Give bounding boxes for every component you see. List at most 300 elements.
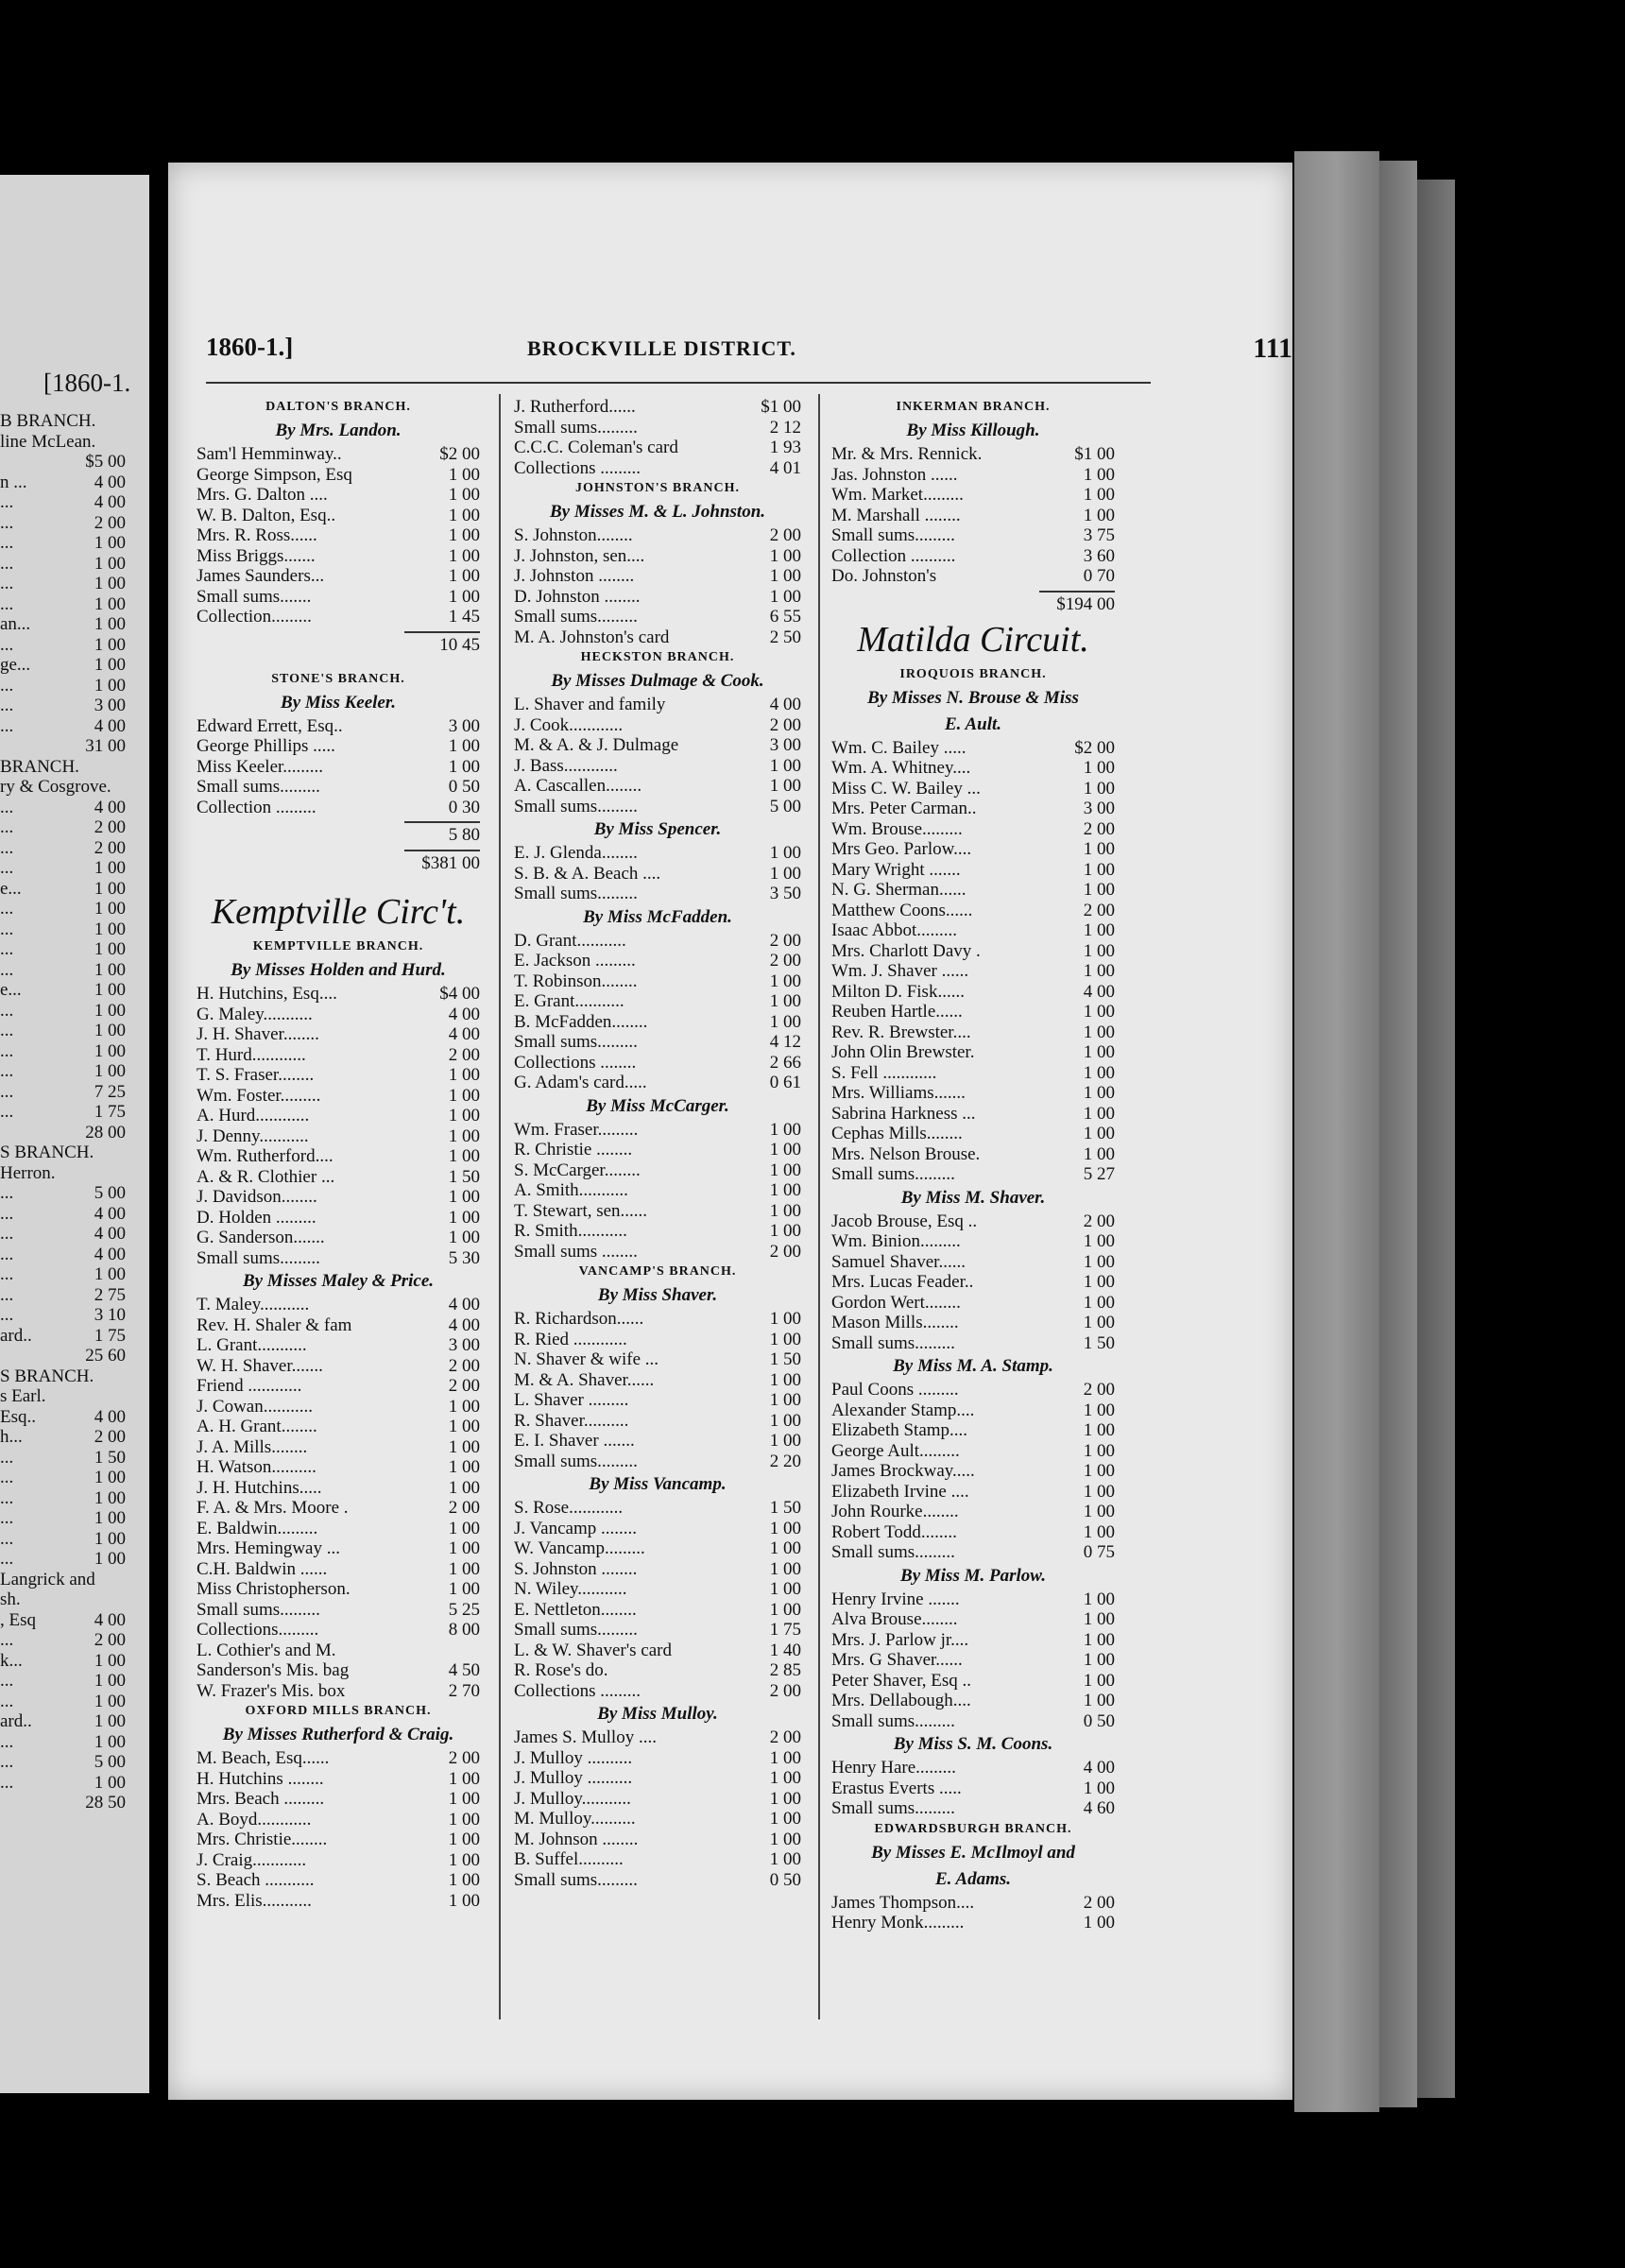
entry-row <box>831 1441 1115 1462</box>
left-page-row-amount: 1 75 <box>94 1102 126 1122</box>
entry-amount: 1 00 <box>448 1457 480 1477</box>
left-page-row-text: ... <box>0 675 14 696</box>
entry-amount: 1 50 <box>448 1166 480 1187</box>
entry-amount: 1 00 <box>448 1890 480 1911</box>
entry-name: Paul Coons ......... <box>831 1380 959 1400</box>
entry-name: Small sums......... <box>514 417 638 438</box>
entry-row <box>197 1417 480 1437</box>
entry-amount: 1 00 <box>448 464 480 485</box>
entry-name: Isaac Abbot......... <box>831 920 957 940</box>
entry-amount: 1 00 <box>769 1829 801 1849</box>
entry-row <box>514 607 801 627</box>
entry-amount: 1 00 <box>769 1200 801 1221</box>
entry-amount: 1 00 <box>1083 1420 1115 1440</box>
entry-amount: 0 70 <box>1083 566 1115 586</box>
left-page-row-amount: 1 00 <box>94 1508 126 1528</box>
entry-row <box>514 587 801 608</box>
left-page-row-amount: 3 00 <box>94 696 126 715</box>
entry-row <box>197 736 480 757</box>
entry-amount: 1 00 <box>769 1788 801 1809</box>
subtotal-rule <box>404 631 480 633</box>
left-page-row <box>0 432 149 453</box>
entry-amount: 1 00 <box>448 1809 480 1830</box>
entry-name: Wm. C. Bailey ..... <box>831 737 966 758</box>
entry-row <box>831 1671 1115 1692</box>
entry-row <box>197 1478 480 1499</box>
left-page-row-text: ... <box>0 1447 14 1468</box>
collector-line: By Miss McFadden. <box>583 906 732 927</box>
left-page-row-text: S BRANCH. <box>0 1143 94 1162</box>
entry-row <box>514 735 801 756</box>
left-page-row <box>0 1204 149 1225</box>
column-divider <box>499 394 501 2019</box>
entry-row <box>197 798 480 818</box>
left-page-row-text: Esq.. <box>0 1406 36 1427</box>
entry-amount: 0 30 <box>448 797 480 817</box>
entry-row <box>197 1538 480 1559</box>
entry-name: M. & A. Shaver...... <box>514 1369 655 1390</box>
entry-name: Henry Hare......... <box>831 1758 956 1778</box>
collector-line: By Miss Vancamp. <box>589 1474 727 1494</box>
left-page-row <box>0 1041 149 1062</box>
entry-name: Mason Mills........ <box>831 1313 959 1332</box>
entry-row <box>514 1727 801 1748</box>
entry-amount: 1 00 <box>1083 1143 1115 1164</box>
left-page-row-amount: 4 00 <box>94 715 126 736</box>
entry-amount: 1 00 <box>448 1558 480 1579</box>
entry-name: R. Rose's do. <box>514 1660 608 1680</box>
entry-name: C.H. Baldwin ...... <box>197 1558 328 1579</box>
entry-name: Jas. Johnston ...... <box>831 464 958 485</box>
entry-name: Samuel Shaver...... <box>831 1251 966 1272</box>
left-page-row <box>0 1245 149 1265</box>
entry-amount: 3 75 <box>1083 525 1115 545</box>
left-page-row-text: s Earl. <box>0 1386 46 1406</box>
entry-row <box>514 1180 801 1201</box>
entry-amount: 1 00 <box>448 1436 480 1457</box>
entry-name: Mrs Geo. Parlow.... <box>831 839 972 859</box>
entry-amount: 1 00 <box>448 1768 480 1789</box>
entry-amount: 2 00 <box>769 951 801 971</box>
entry-amount: 1 00 <box>1083 1313 1115 1332</box>
left-page-row-text: ... <box>0 939 14 959</box>
entry-name: R. Smith........... <box>514 1221 627 1241</box>
entry-amount: 1 00 <box>1083 1124 1115 1143</box>
entry-amount: 1 00 <box>769 1011 801 1032</box>
entry-row <box>831 819 1115 840</box>
entry-name: W. H. Shaver....... <box>197 1355 323 1376</box>
entry-name: Edward Errett, Esq.. <box>197 715 343 736</box>
entry-amount: 1 00 <box>769 863 801 884</box>
left-page-row-amount: 2 00 <box>94 837 126 858</box>
left-page-row-amount: 7 25 <box>94 1081 126 1102</box>
left-page-row-amount: 1 00 <box>94 593 126 614</box>
entry-amount: 1 00 <box>1083 961 1115 981</box>
entry-name: J. Mulloy .......... <box>514 1768 633 1788</box>
entry-row <box>831 1063 1115 1084</box>
entry-name: Miss C. W. Bailey ... <box>831 778 981 799</box>
entry-amount: 3 00 <box>448 1335 480 1355</box>
entry-amount: $4 00 <box>439 984 480 1004</box>
entry-name: John Olin Brewster. <box>831 1042 975 1062</box>
book-edge-2 <box>1379 161 1417 2107</box>
left-page-row <box>0 1366 149 1387</box>
left-page-row <box>0 513 149 534</box>
entry-name: Collections ......... <box>514 1680 641 1701</box>
entry-name: J. Mulloy........... <box>514 1788 631 1809</box>
entry-name: L. Cothier's and M. <box>197 1640 336 1660</box>
left-page-row <box>0 411 149 432</box>
entry-amount: 1 00 <box>1083 1231 1115 1251</box>
entry-name: Small sums......... <box>514 1451 638 1471</box>
left-page-row-text: ... <box>0 837 14 858</box>
left-page-row <box>0 736 149 757</box>
entry-name: Mrs. Charlott Davy . <box>831 940 981 961</box>
left-page-row <box>0 1326 149 1347</box>
entry-name: Small sums ........ <box>514 1241 638 1262</box>
entry-row <box>831 1104 1115 1125</box>
entry-name: Small sums......... <box>831 1332 955 1353</box>
entry-row <box>831 860 1115 881</box>
entry-amount: 1 00 <box>1083 839 1115 859</box>
left-page-row-text: ... <box>0 553 14 574</box>
entry-row <box>514 1411 801 1432</box>
entry-amount: 1 00 <box>448 756 480 777</box>
entry-row <box>197 1579 480 1600</box>
entry-row <box>197 1830 480 1850</box>
collector-line: By Miss Spencer. <box>593 819 722 839</box>
entry-name: Peter Shaver, Esq .. <box>831 1670 972 1691</box>
entry-amount: 1 00 <box>1083 940 1115 961</box>
left-page-row-text: ... <box>0 715 14 736</box>
entry-amount: 2 85 <box>769 1660 801 1680</box>
entry-row <box>831 880 1115 901</box>
entry-row <box>197 1810 480 1830</box>
left-page-row-text: Herron. <box>0 1162 56 1183</box>
running-header <box>206 333 1292 370</box>
left-page-row-text: ... <box>0 1061 14 1081</box>
left-page-row <box>0 1589 149 1610</box>
entry-amount: 1 00 <box>769 1140 801 1160</box>
entry-row <box>514 1032 801 1053</box>
circuit-heading: Kemptville Circ't. <box>211 892 466 932</box>
left-page-row-amount: 2 00 <box>94 1427 126 1447</box>
collector-line: By Misses Dulmage & Cook. <box>551 671 764 691</box>
entry-amount: 5 00 <box>769 796 801 816</box>
entry-name: Wm. Foster......... <box>197 1085 321 1106</box>
branch-heading: IROQUOIS BRANCH. <box>899 666 1047 681</box>
entry-row <box>197 716 480 737</box>
entry-row <box>514 1330 801 1350</box>
left-page-row <box>0 1793 149 1813</box>
entry-amount: 4 00 <box>448 1004 480 1024</box>
entry-row <box>197 1681 480 1702</box>
entry-amount: 3 00 <box>1083 799 1115 818</box>
entry-name: B. McFadden........ <box>514 1011 648 1032</box>
entry-name: Mrs. Nelson Brouse. <box>831 1143 981 1164</box>
subtotal-rule <box>1039 591 1115 593</box>
subtotal-rule <box>404 850 480 851</box>
left-page-row-text: ... <box>0 1040 14 1061</box>
entry-amount: 1 00 <box>1083 1913 1115 1933</box>
left-page-row-text: ... <box>0 696 14 715</box>
entry-row <box>514 715 801 736</box>
entry-row <box>197 1126 480 1147</box>
entry-row <box>514 1242 801 1263</box>
entry-name: Miss Briggs....... <box>197 545 316 566</box>
entry-name: Jacob Brouse, Esq .. <box>831 1211 978 1231</box>
left-page-row <box>0 635 149 656</box>
entry-amount: 2 00 <box>448 1044 480 1065</box>
left-page-row-text: B BRANCH. <box>0 411 96 431</box>
left-page-row-text: ... <box>0 1671 14 1691</box>
entry-row <box>831 738 1115 759</box>
entry-name: James S. Mulloy .... <box>514 1727 657 1747</box>
left-page-row-text: , Esq <box>0 1609 36 1630</box>
entry-row <box>831 961 1115 982</box>
left-page-row-text: ... <box>0 1508 14 1528</box>
left-page-row-amount: 1 00 <box>94 939 126 959</box>
entry-amount: 1 00 <box>448 1789 480 1809</box>
entry-row <box>197 465 480 486</box>
left-page-row-amount: 1 00 <box>94 959 126 980</box>
entry-name: Small sums......... <box>514 1620 638 1640</box>
entry-row <box>197 607 480 627</box>
left-page-row-text: ry & Cosgrove. <box>0 777 111 797</box>
branch-heading: HECKSTON BRANCH. <box>580 650 735 664</box>
entry-name: John Rourke........ <box>831 1502 959 1521</box>
left-page-row-text: ard.. <box>0 1325 32 1346</box>
left-page-row-text: ... <box>0 1021 14 1040</box>
entry-amount: 1 00 <box>1083 1272 1115 1292</box>
entry-amount: 2 00 <box>448 1355 480 1376</box>
entry-name: Alexander Stamp.... <box>831 1400 975 1420</box>
entry-amount: 1 00 <box>1083 1400 1115 1420</box>
entry-name: Small sums......... <box>197 1599 320 1620</box>
left-page-row-amount: 31 00 <box>85 736 126 756</box>
entry-name: M. Beach, Esq...... <box>197 1748 330 1768</box>
entry-amount: 1 00 <box>769 1160 801 1180</box>
entry-row <box>514 756 801 777</box>
column-3 <box>831 397 1115 1933</box>
entry-name: Wm. J. Shaver ...... <box>831 961 969 981</box>
left-page-row-amount: 1 00 <box>94 1528 126 1549</box>
subtotal-amount: 5 80 <box>448 825 480 845</box>
entry-row <box>197 1086 480 1107</box>
entry-row <box>514 991 801 1012</box>
left-page-row-text: k... <box>0 1650 23 1671</box>
page-number: 111 <box>1253 333 1292 364</box>
left-page-row <box>0 1692 149 1712</box>
entry-name: W. Frazer's Mis. box <box>197 1680 346 1701</box>
left-page-row <box>0 1102 149 1123</box>
entry-amount: 4 00 <box>448 1314 480 1335</box>
entry-row <box>197 1789 480 1810</box>
entry-row <box>197 1498 480 1519</box>
entry-name: R. Christie ........ <box>514 1140 633 1160</box>
entry-row <box>831 1542 1115 1563</box>
entry-row <box>514 1309 801 1330</box>
subtotal <box>197 846 480 874</box>
collector-line: By Misses M. & L. Johnston. <box>549 502 766 522</box>
entry-amount: 2 00 <box>1083 900 1115 920</box>
entry-amount: 2 00 <box>1083 818 1115 839</box>
left-page-row <box>0 1570 149 1590</box>
subtotal <box>831 587 1115 615</box>
left-page-fragment <box>0 175 149 2093</box>
left-page-row <box>0 716 149 737</box>
left-page-row-text: ... <box>0 1102 14 1122</box>
entry-name: J. Johnston ........ <box>514 566 635 586</box>
entry-row <box>514 525 801 546</box>
left-page-row <box>0 1630 149 1651</box>
entry-amount: 1 50 <box>769 1349 801 1369</box>
collector-line: By Miss Keeler. <box>281 692 396 713</box>
entry-row <box>831 525 1115 546</box>
entry-row <box>514 1120 801 1141</box>
left-page-row <box>0 1082 149 1103</box>
subtotal-amount: 10 45 <box>439 634 480 655</box>
entry-name: Small sums....... <box>197 586 312 607</box>
entry-amount: 2 70 <box>448 1680 480 1701</box>
left-page-row-amount: 1 00 <box>94 1468 126 1487</box>
entry-name: S. Fell ............ <box>831 1062 937 1083</box>
subtotal-rule <box>404 821 480 823</box>
left-page-row-amount: 2 00 <box>94 817 126 837</box>
entry-amount: 2 00 <box>1083 1380 1115 1400</box>
entry-name: Miss Christopherson. <box>197 1579 351 1599</box>
collector-line: E. Adams. <box>934 1868 1012 1889</box>
left-page-row-text: Langrick and <box>0 1569 95 1589</box>
entry-amount: 1 00 <box>769 1390 801 1410</box>
entry-amount: 1 00 <box>769 1431 801 1451</box>
entry-amount: 1 00 <box>448 1146 480 1166</box>
entry-name: S. Beach ........... <box>197 1870 315 1890</box>
left-page-row-amount: 3 10 <box>94 1305 126 1325</box>
entry-name: J. H. Hutchins..... <box>197 1477 322 1498</box>
left-page-row-amount: $5 00 <box>85 452 126 472</box>
entry-amount: 1 00 <box>448 1849 480 1870</box>
entry-row <box>514 1519 801 1539</box>
left-page-row-amount: 1 00 <box>94 1691 126 1711</box>
left-page-row-text: ... <box>0 1691 14 1711</box>
entry-name: A. Hurd............ <box>197 1106 310 1125</box>
left-page-row-text: ... <box>0 1264 14 1284</box>
left-page-row-amount: 1 00 <box>94 1021 126 1040</box>
left-page-row <box>0 614 149 635</box>
left-page-row <box>0 533 149 554</box>
entry-amount: 5 30 <box>448 1247 480 1268</box>
left-page-row-amount: 1 00 <box>94 574 126 593</box>
entry-row <box>197 566 480 587</box>
entry-amount: 1 00 <box>1083 485 1115 505</box>
entry-amount: 1 00 <box>1083 1062 1115 1083</box>
left-page-row <box>0 1448 149 1469</box>
left-page-row <box>0 1468 149 1488</box>
entry-row <box>197 757 480 778</box>
entry-amount: 1 00 <box>769 1768 801 1788</box>
left-page-row <box>0 1651 149 1672</box>
left-page-row-amount: 1 00 <box>94 1000 126 1021</box>
entry-name: Wm. Fraser......... <box>514 1119 639 1140</box>
entry-row <box>831 779 1115 799</box>
left-page-row-amount: 1 00 <box>94 634 126 655</box>
entry-row <box>831 901 1115 921</box>
entry-amount: 2 00 <box>448 1498 480 1518</box>
entry-amount: 1 00 <box>1083 1650 1115 1670</box>
entry-row <box>197 1295 480 1315</box>
left-page-row-text: BRANCH. <box>0 756 79 777</box>
entry-row <box>514 1768 801 1789</box>
entry-amount: 1 00 <box>769 1518 801 1538</box>
entry-row <box>831 1333 1115 1354</box>
entry-name: J. Bass............ <box>514 755 618 776</box>
entry-amount: 1 00 <box>1083 1691 1115 1710</box>
entry-name: M. Mulloy.......... <box>514 1809 636 1829</box>
entry-name: A. Boyd............ <box>197 1809 312 1830</box>
left-page-row <box>0 554 149 575</box>
left-page-row <box>0 1264 149 1285</box>
entry-amount: 1 00 <box>448 736 480 756</box>
left-page-row-amount: 1 00 <box>94 899 126 919</box>
entry-row <box>197 1228 480 1248</box>
left-page-row-amount: 28 00 <box>85 1122 126 1143</box>
entry-row <box>831 982 1115 1003</box>
entry-row <box>831 758 1115 779</box>
entry-row <box>197 1641 480 1661</box>
entry-row <box>831 1252 1115 1273</box>
entry-name: L. Shaver ......... <box>514 1390 629 1410</box>
entry-row <box>197 525 480 546</box>
entry-amount: 1 40 <box>769 1640 801 1660</box>
entry-name: T. Maley........... <box>197 1295 310 1314</box>
entry-amount: 3 50 <box>769 884 801 903</box>
left-page-row-text: ... <box>0 492 14 512</box>
left-page-row-text: h... <box>0 1427 23 1447</box>
entry-amount: 2 00 <box>448 1748 480 1768</box>
entry-amount: 0 50 <box>448 777 480 797</box>
entry-name: L. Shaver and family <box>514 695 666 714</box>
entry-name: Mrs. J. Parlow jr.... <box>831 1629 969 1650</box>
entry-row <box>514 1620 801 1641</box>
collector-line: By Mrs. Landon. <box>275 421 402 440</box>
entry-name: F. A. & Mrs. Moore . <box>197 1498 349 1518</box>
collector-line: By Miss M. Shaver. <box>900 1187 1046 1208</box>
left-page-row-amount: 1 00 <box>94 980 126 1000</box>
entry-name: Collections ........ <box>514 1052 637 1073</box>
entry-name: Elizabeth Irvine .... <box>831 1481 969 1502</box>
collector-line: By Miss M. Parlow. <box>900 1565 1046 1586</box>
entry-amount: 2 00 <box>1083 1211 1115 1231</box>
entry-row <box>197 1315 480 1336</box>
entry-row <box>514 1160 801 1181</box>
entry-amount: 8 00 <box>448 1620 480 1640</box>
entry-row <box>831 1913 1115 1933</box>
entry-name: A. Cascallen........ <box>514 776 642 796</box>
entry-row <box>197 1005 480 1025</box>
left-page-row-amount: 1 00 <box>94 1487 126 1508</box>
entry-amount: 1 45 <box>448 607 480 627</box>
entry-row <box>831 1522 1115 1543</box>
entry-amount: 1 00 <box>769 1747 801 1768</box>
entry-amount: 1 00 <box>769 1221 801 1241</box>
left-page-row-text: ... <box>0 959 14 980</box>
entry-row <box>514 1660 801 1681</box>
entry-amount: 1 00 <box>1083 1481 1115 1502</box>
entry-amount: 1 00 <box>769 1849 801 1869</box>
left-page-row-amount: 1 00 <box>94 614 126 634</box>
entry-amount: 1 00 <box>1083 464 1115 485</box>
